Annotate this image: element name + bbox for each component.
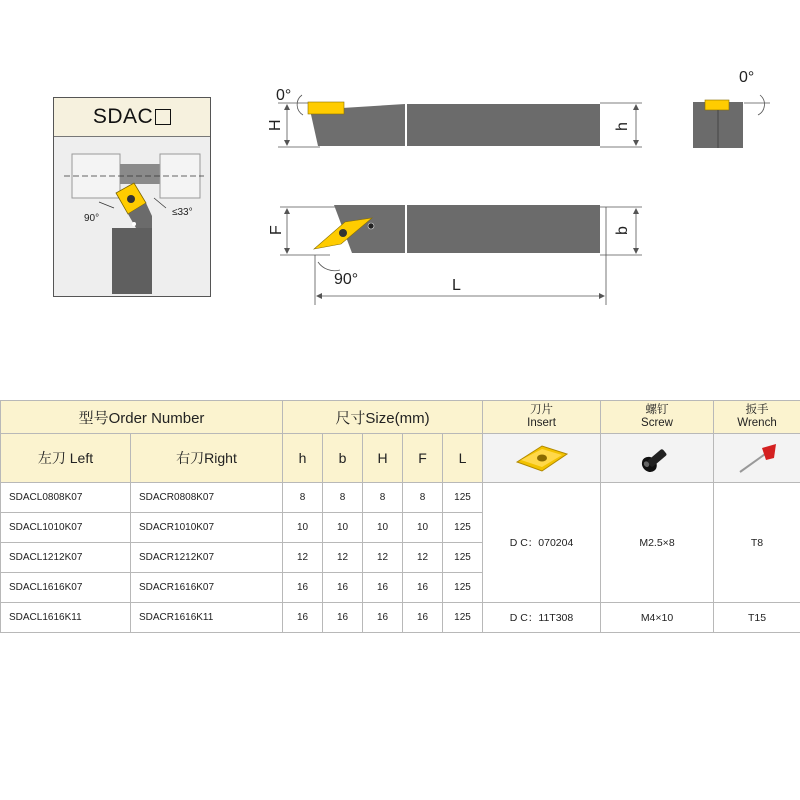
end-angle-arc (758, 95, 764, 115)
row-h: 8 (283, 483, 323, 513)
row-L: 125 (443, 573, 483, 603)
top-view-shank (407, 205, 600, 253)
row-b: 16 (323, 603, 363, 633)
header-col-h: h (283, 434, 323, 483)
top-view-insert-hole (339, 229, 347, 237)
group-screw: M4×10 (601, 603, 714, 633)
header-col-H: H (363, 434, 403, 483)
row-b: 8 (323, 483, 363, 513)
row-left-code: SDACL1616K11 (1, 603, 131, 633)
header-col-L: L (443, 434, 483, 483)
arrow-F-bottom (284, 248, 290, 254)
row-right-code: SDACR1616K07 (131, 573, 283, 603)
model-angle-33: ≤33° (172, 207, 193, 218)
arrow-b-bottom (633, 248, 639, 254)
row-F: 10 (403, 513, 443, 543)
header-insert-cn: 刀片 (530, 404, 554, 416)
arrow-H-bottom (284, 140, 290, 146)
header-left: 左刀 Left (1, 434, 131, 483)
arrow-L-left (316, 293, 322, 299)
group-insert: D C：11T308 (483, 603, 601, 633)
group-wrench: T15 (714, 603, 800, 633)
row-b: 12 (323, 543, 363, 573)
row-F: 16 (403, 603, 443, 633)
row-L: 125 (443, 483, 483, 513)
header-col-b: b (323, 434, 363, 483)
row-left-code: SDACL1616K07 (1, 573, 131, 603)
row-L: 125 (443, 513, 483, 543)
row-h: 10 (283, 513, 323, 543)
label-dim-L: L (452, 277, 461, 294)
insert-image-cell (483, 434, 601, 483)
header-insert-en: Insert (527, 417, 556, 429)
header-wrench-cn: 扳手 (745, 404, 769, 416)
row-H: 10 (363, 513, 403, 543)
row-right-code: SDACR1616K11 (131, 603, 283, 633)
row-right-code: SDACR1212K07 (131, 543, 283, 573)
table-row (1, 603, 800, 633)
row-left-code: SDACL1010K07 (1, 513, 131, 543)
arrow-h-top (633, 104, 639, 110)
group-insert: D C：070204 (483, 483, 601, 603)
row-F: 8 (403, 483, 443, 513)
label-dim-F: F (268, 225, 285, 235)
row-left-code: SDACL1212K07 (1, 543, 131, 573)
header-screw (601, 401, 714, 434)
header-size: 尺寸Size(mm) (283, 401, 483, 434)
label-angle-ninety: 90° (334, 271, 359, 288)
label-angle-zero-front: 0° (276, 87, 292, 104)
top-angle-arc (318, 262, 340, 271)
arrow-F-top (284, 208, 290, 214)
row-right-code: SDACR1010K07 (131, 513, 283, 543)
row-L: 125 (443, 603, 483, 633)
arrow-H-top (284, 104, 290, 110)
model-angle-90: 90° (84, 213, 100, 224)
top-view-screw (368, 223, 374, 229)
wrench-image-cell (714, 434, 800, 483)
header-wrench (714, 401, 800, 434)
end-view-insert (705, 100, 729, 110)
arrow-h-bottom (633, 140, 639, 146)
row-H: 12 (363, 543, 403, 573)
header-right: 右刀Right (131, 434, 283, 483)
side-angle-arc (297, 95, 303, 115)
screw-image-cell (601, 434, 714, 483)
side-view-insert (308, 102, 344, 114)
label-dim-h: h (614, 122, 631, 131)
group-screw: M2.5×8 (601, 483, 714, 603)
row-right-code: SDACR0808K07 (131, 483, 283, 513)
header-screw-cn: 螺钉 (645, 404, 669, 416)
torx-wrench-icon (732, 438, 782, 478)
header-screw-en: Screw (641, 417, 673, 429)
row-b: 10 (323, 513, 363, 543)
header-order-number: 型号Order Number (1, 401, 283, 434)
header-insert (483, 401, 601, 434)
model-name: SDAC (92, 105, 154, 128)
row-H: 16 (363, 603, 403, 633)
row-F: 16 (403, 573, 443, 603)
row-b: 16 (323, 573, 363, 603)
label-dim-H: H (267, 119, 284, 131)
group-wrench: T8 (714, 483, 800, 603)
label-dim-b: b (614, 226, 631, 235)
label-angle-zero-end: 0° (739, 69, 755, 86)
header-col-F: F (403, 434, 443, 483)
spec-table (0, 400, 800, 633)
table-row (1, 483, 800, 513)
row-F: 12 (403, 543, 443, 573)
torx-screw-icon (632, 438, 682, 478)
diamond-insert-icon (512, 438, 572, 478)
row-h: 12 (283, 543, 323, 573)
row-left-code: SDACL0808K07 (1, 483, 131, 513)
row-H: 16 (363, 573, 403, 603)
arrow-L-right (599, 293, 605, 299)
side-view-shank (407, 104, 600, 146)
row-H: 8 (363, 483, 403, 513)
row-h: 16 (283, 573, 323, 603)
row-L: 125 (443, 543, 483, 573)
row-h: 16 (283, 603, 323, 633)
arrow-b-top (633, 208, 639, 214)
header-wrench-en: Wrench (737, 417, 777, 429)
